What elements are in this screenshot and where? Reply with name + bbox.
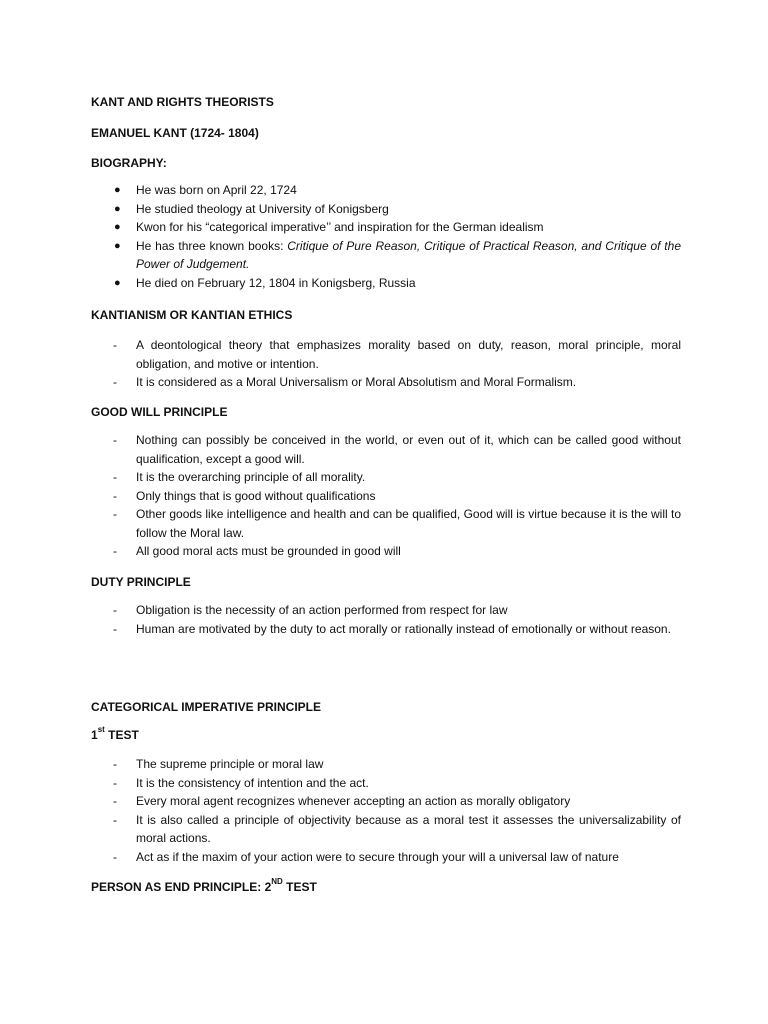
list-item [91, 487, 681, 506]
bullet-dash-icon: - [113, 849, 117, 864]
list-item [91, 620, 681, 639]
list-item-text: Human are motivated by the duty to act morally or rationally instead of emotionally or without reason. [136, 621, 671, 636]
list-item-text: It is the consistency of intention and the act. [136, 775, 369, 790]
bullet-dash-icon: - [113, 338, 117, 352]
kantianism-heading: KANTIANISM OR KANTIAN ETHICS [91, 308, 293, 322]
list-item [91, 200, 681, 219]
first-test-heading [91, 726, 139, 745]
categorical-list [91, 755, 681, 866]
bullet-dash-icon: - [113, 470, 117, 484]
kantianism-list [91, 336, 681, 392]
list-item [91, 792, 681, 811]
bullet-dot-icon: ● [114, 221, 121, 233]
bullet-dot-icon: ● [114, 202, 121, 215]
list-item [91, 468, 681, 487]
test-ordinal: st [97, 725, 105, 734]
list-item [91, 601, 681, 620]
bullet-dash-icon: - [113, 794, 117, 808]
bullet-dash-icon: - [113, 433, 117, 447]
bullet-dash-icon: - [113, 488, 117, 503]
list-item-text: He studied theology at University of Konigsberg [136, 201, 389, 216]
list-item [91, 336, 681, 373]
bullet-dot-icon: ● [114, 276, 121, 289]
list-item [91, 774, 681, 793]
list-item-text: He has three known books: [136, 238, 288, 253]
list-item-text: Act as if the maxim of your action were to secure through your will a universal law of nature [136, 849, 619, 864]
list-item-text: It is the overarching principle of all morality. [136, 470, 366, 484]
list-item [91, 431, 681, 468]
list-item [91, 218, 681, 237]
list-item [91, 755, 681, 774]
list-item-text: Other goods like intelligence and health and can be qualified, Good will is virtue because it is the will to follow the Moral law. [136, 507, 681, 540]
test-label: TEST [104, 728, 139, 742]
person-end-prefix: PERSON AS END PRINCIPLE: 2 [91, 880, 272, 894]
test-number: 1 [91, 728, 98, 742]
list-item [91, 848, 681, 867]
list-item-text: A deontological theory that emphasizes morality based on duty, reason, moral principle, moral obligation, and motive or intention. [136, 338, 681, 371]
bullet-dash-icon: - [113, 544, 117, 558]
list-item-text: Nothing can possibly be conceived in the world, or even out of it, which can be called good without qualification, except a good will. [136, 433, 681, 466]
list-item-text: It is also called a principle of objectivity because as a moral test it assesses the universalizability of moral actions. [136, 812, 681, 845]
bullet-dash-icon: - [113, 775, 117, 790]
duty-heading: DUTY PRINCIPLE [91, 575, 191, 589]
bullet-dash-icon: - [113, 621, 117, 636]
bullet-dash-icon: - [113, 507, 117, 521]
list-item [91, 505, 681, 542]
document-subtitle: EMANUEL KANT (1724- 1804) [91, 126, 259, 140]
list-item-text: All good moral acts must be grounded in good will [136, 544, 401, 558]
person-end-heading [91, 878, 317, 897]
list-item [91, 181, 681, 200]
list-item [91, 542, 681, 561]
good-will-list [91, 431, 681, 561]
list-item [91, 811, 681, 848]
categorical-heading: CATEGORICAL IMPERATIVE PRINCIPLE [91, 700, 322, 714]
person-end-suffix: TEST [282, 880, 317, 894]
list-item [91, 237, 681, 274]
list-item-text: He died on February 12, 1804 in Konigsberg, Russia [136, 275, 416, 290]
bullet-dash-icon: - [113, 603, 117, 617]
bullet-dot-icon: ● [114, 239, 121, 252]
list-item-text: Only things that is good without qualifications [136, 488, 376, 503]
bullet-dash-icon: - [113, 375, 117, 389]
biography-list [91, 181, 681, 292]
person-end-ordinal: ND [271, 877, 283, 886]
list-item-text: Kwon for his “categorical imperative’’ and inspiration for the German idealism [136, 220, 544, 234]
list-item-text: The supreme principle or moral law [136, 757, 324, 771]
list-item-text: Obligation is the necessity of an action performed from respect for law [136, 603, 508, 617]
list-item-text: Every moral agent recognizes whenever accepting an action as morally obligatory [136, 794, 571, 808]
list-item [91, 274, 681, 293]
bullet-dash-icon: - [113, 757, 117, 771]
duty-list [91, 601, 681, 638]
bullet-dot-icon: ● [114, 184, 121, 196]
document-title: KANT AND RIGHTS THEORISTS [91, 95, 274, 109]
biography-heading: BIOGRAPHY: [91, 156, 167, 170]
list-item-text: He was born on April 22, 1724 [136, 183, 297, 197]
list-item-text: It is considered as a Moral Universalism or Moral Absolutism and Moral Formalism. [136, 375, 577, 389]
book-titles: Critique of Pure Reason, Critique of Practical Reason, and Critique of the Power of Judgement. [136, 238, 681, 271]
good-will-heading: GOOD WILL PRINCIPLE [91, 405, 228, 419]
bullet-dash-icon: - [113, 812, 117, 827]
list-item [91, 373, 681, 392]
